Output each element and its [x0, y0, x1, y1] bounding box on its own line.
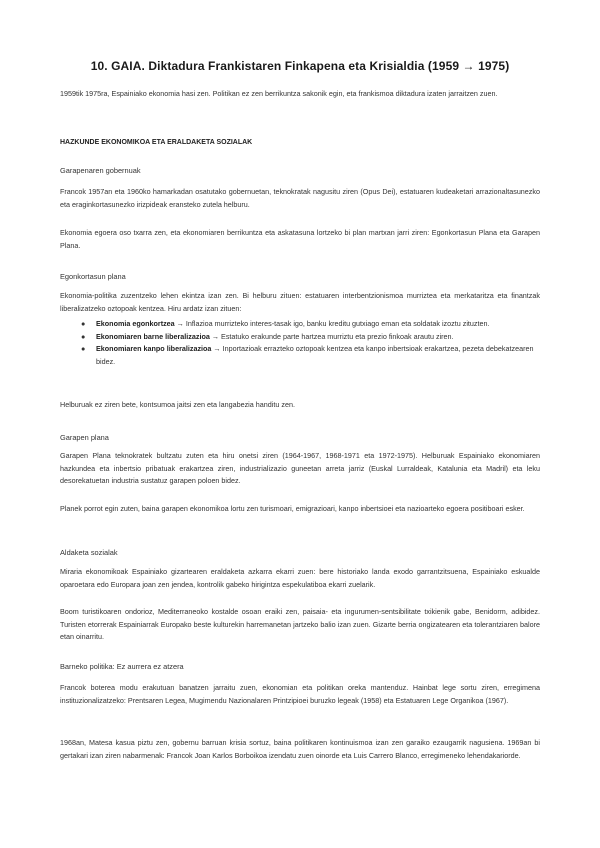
gobernua-heading: Garapenaren gobernuak — [60, 166, 141, 175]
bullet-icon: ● — [81, 319, 86, 328]
bullet-icon: ● — [81, 331, 86, 341]
gobernua-paragraph-1: Francok 1957an eta 1960ko hamarkadan osatutako gobernuetan, teknokratak nagusitu ziren (Opus Dei), estatuaren kudeaketari arrazionaltasunezko eta eraginkortasunezko irizpideak eransteko zutela helburu. — [60, 187, 540, 209]
page-title: 10. GAIA. Diktadura Frankistaren Finkapena eta Krisialdia (1959 → 1975) — [90, 59, 510, 73]
egonkortasun-bullet-list — [60, 318, 540, 368]
egonkortasun-heading: Egonkortasun plana — [60, 272, 126, 281]
bullet-text: → Inflazioa murrizteko interes-tasak igo, banku kreditu gutxiago eman eta soldatak izoztu zituzten. — [174, 319, 490, 328]
bullet-bold: Ekonomiaren barne liberalizazioa — [96, 331, 210, 341]
egonkortasun-paragraph-2: Helburuak ez ziren bete, kontsumoa jaitsi zen eta langabezia handitu zen. — [60, 400, 295, 409]
garapen-paragraph-2: Planek porrot egin zuten, baina garapen ekonomikoa lortu zen turismoari, emigrazioari, kanpo inbertsioei eta nazioarteko egoera positiboari esker. — [60, 504, 525, 513]
bullet-bold: Ekonomia egonkortzea — [96, 319, 175, 328]
bullet-icon: ● — [81, 344, 86, 353]
aldaketa-paragraph-1: Miraria ekonomikoak Espainiako gizartearen eraldaketa azkarra ekarri zuen: bere historiako landa exodo garrantzitsuena, Espainiako eskualde oparoetara edo Europara joan zen jendea, kontrolik gabeko hirigintza espekulatiboa ekarri zuelarik. — [60, 567, 540, 589]
gobernua-paragraph-2: Ekonomia egoera oso txarra zen, eta ekonomiaren berrikuntza eta askatasuna lortzeko bi plan martxan jarri ziren: Egonkortasun Plana eta Garapen Plana. — [60, 228, 540, 250]
aldaketa-heading: Aldaketa sozialak — [60, 548, 118, 557]
egonkortasun-paragraph-1: Ekonomia-politika zuzentzeko lehen ekintza izan zen. Bi helburu zituen: estatuaren interbentzionismoa murriztea eta merkataritza eta finantzak liberalizatzeko oztopoak kentzea. Hiru ardatz izan zituen: — [60, 291, 540, 313]
barneko-paragraph-2: 1968an, Matesa kasua piztu zen, gobernu barruan krisia sortuz, baina politikaren kontinuismoa izan zen garaiko ezaugarrik nagusiena. 1969an bi gertakari izan ziren nabarmenak: Francok Joan Karlos Borboikoa izendatu zuen oinorde eta Luis Carrero Blanco, erregimeneko lehendakariorde. — [60, 738, 540, 760]
bullet-text: → Estatuko erakunde parte hartzea murriztu eta prezio finkoak arautu ziren. — [209, 331, 454, 341]
intro-paragraph: 1959tik 1975ra, Espainiako ekonomia hasi zen. Politikan ez zen berrikuntza sakonik egin, eta frankismoa diktadura izaten jarraitzen zuen. — [60, 89, 498, 98]
list-item — [60, 318, 540, 331]
aldaketa-paragraph-2: Boom turistikoaren ondorioz, Mediterraneoko kostalde osoan eraiki zen, paisaia- eta ingurumen-sentsibilitate txikienik gabe, Benidorm, adibidez. Turisten etorrerak Espainiarrak Europako beste kulturekin harremanetan jartzeko balio izan zuen. Gizarte berria ongizatearen eta tolerantziaren balore etan oinarritu. — [60, 607, 540, 641]
garapen-paragraph-1: Garapen Plana teknokratek bultzatu zuten eta hiru onetsi ziren (1964-1967, 1968-1971 eta 1972-1975). Helburuak Espainiako ekonomiaren hazkundea eta inbertsio pribatuak erakartzea ziren, industrializazio guneetan arreta jarriz (Euskal Lurraldeak, Katalunia eta Madril) eta leku desorekatuetan industria sustatuz garapen poloen bidez. — [60, 451, 540, 485]
list-item — [60, 343, 540, 368]
list-item — [60, 331, 540, 344]
barneko-paragraph-1: Francok boterea modu erakutuan banatzen jarraitu zuen, ekonomian eta politikan oreka mantenduz. Hainbat lege sortu ziren, erregimena instituzionalizatzeko: Prentsaren Legea, Mugimendu Nazionalaren Printzipioei buruzko legeak (1958) eta Estatuaren Lege Organikoa (1967). — [60, 683, 540, 705]
barneko-heading: Barneko politika: Ez aurrera ez atzera — [60, 662, 184, 671]
bullet-text: → Inportazioak errazteko oztopoak kentzea eta kanpo inbertsioak erakartzea, pezeta debekatzearen bidez. — [96, 344, 534, 366]
garapen-heading: Garapen plana — [60, 433, 109, 442]
section-heading: HAZKUNDE EKONOMIKOA ETA ERALDAKETA SOZIALAK — [60, 139, 253, 146]
bullet-bold: Ekonomiaren kanpo liberalizazioa — [96, 344, 212, 353]
